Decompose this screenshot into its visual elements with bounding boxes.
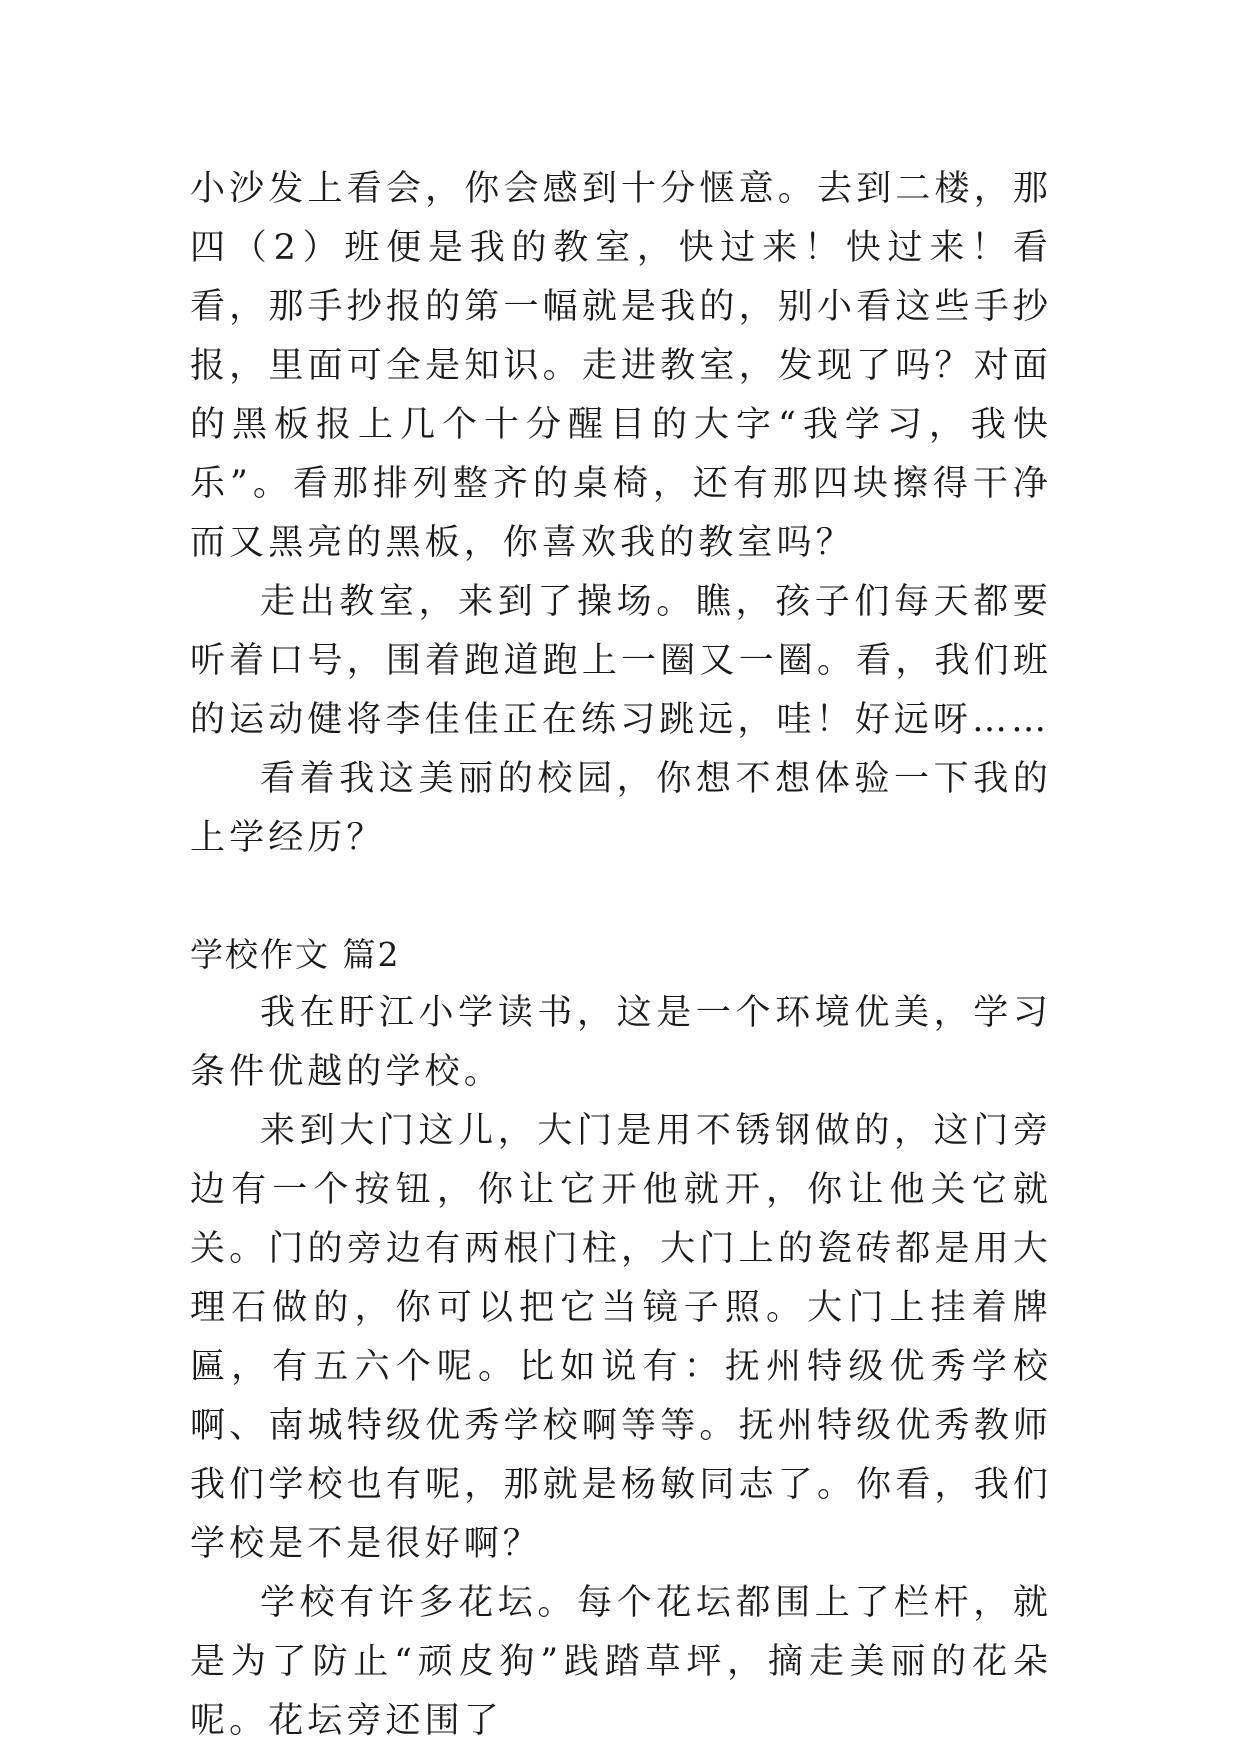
paragraph-intro: 我在盱江小学读书，这是一个环境优美，学习条件优越的学校。 <box>190 993 1052 1092</box>
section-gap <box>190 868 1052 925</box>
paragraph-campus-closing: 看着我这美丽的校园，你想不想体验一下我的上学经历？ <box>190 759 1052 858</box>
section-heading: 学校作文 篇2 <box>190 935 401 974</box>
paragraph-gate: 来到大门这儿，大门是用不锈钢做的，这门旁边有一个按钮，你让它开他就开，你让他关它就关。门的旁边有两根门柱，大门上的瓷砖都是用大理石做的，你可以把它当镜子照。大门上挂着牌匾，有五六个呢。比如说有：抚州特级优秀学校啊、南城特级优秀学校啊等等。抚州特级优秀教师我们学校也有呢，那就是杨敏同志了。你看，我们学校是不是很好啊？ <box>190 1111 1052 1564</box>
document-page <box>190 160 1052 1751</box>
paragraph-playground: 走出教室，来到了操场。瞧，孩子们每天都要听着口号，围着跑道跑上一圈又一圈。看，我们班的运动健将李佳佳正在练习跳远，哇！好远呀…… <box>190 582 1052 740</box>
paragraph-flowerbeds: 学校有许多花坛。每个花坛都围上了栏杆，就是为了防止“顽皮狗”践踏草坪，摘走美丽的花朵呢。花坛旁还围了 <box>190 1583 1052 1741</box>
paragraph-continued: 小沙发上看会，你会感到十分惬意。去到二楼，那四（2）班便是我的教室，快过来！快过来！看看，那手抄报的第一幅就是我的，别小看这些手抄报，里面可全是知识。走进教室，发现了吗？对面的黑板报上几个十分醒目的大字“我学习，我快乐”。看那排列整齐的桌椅，还有那四块擦得干净而又黑亮的黑板，你喜欢我的教室吗？ <box>190 169 1052 563</box>
